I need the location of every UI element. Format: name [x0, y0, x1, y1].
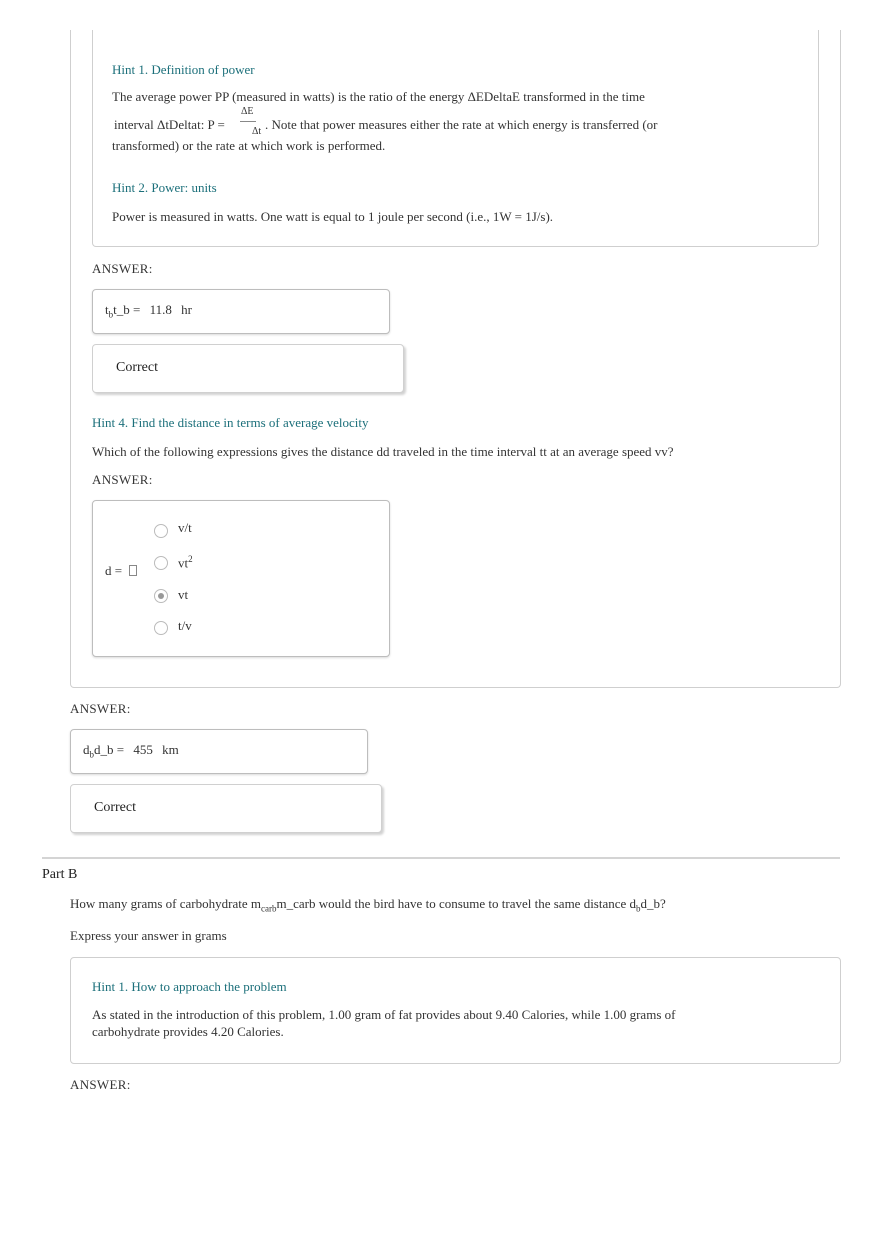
db-suffix: d_b =: [94, 742, 125, 757]
correct-feedback-2: [70, 784, 382, 833]
tb-unit: hr: [181, 302, 192, 317]
inner-hint1-line1: The average power PP (measured in watts) is the ratio of the energy ΔEDeltaE transformed in the time: [112, 89, 645, 104]
hint4-title[interactable]: Hint 4. Find the distance in terms of average velocity: [92, 415, 369, 430]
db-sub: b: [89, 749, 94, 760]
correct-text: Correct: [116, 360, 158, 375]
radio-option-vt[interactable]: [154, 589, 168, 603]
db-value: 455: [133, 742, 153, 757]
db-unit: km: [162, 742, 179, 757]
part-b-question: How many grams of carbohydrate $m_{carb}m\_carb$ would the bird have to consume to travel the same distance $d_bd\_b$?: [70, 896, 666, 914]
radio-option-vt-squared[interactable]: [154, 556, 168, 570]
option-label-vt-squared: $vt^2$: [178, 554, 193, 571]
option-label-v-over-t: v/t: [178, 520, 192, 535]
inner-hint1-line3: transformed) or the rate at which work is performed.: [112, 138, 386, 153]
tb-suffix: t_b =: [113, 302, 141, 317]
inner-hint1-line2b: . Note that power measures either the rate at which energy is transferred (or: [265, 117, 658, 132]
db-var: d: [83, 742, 90, 757]
part-b-instruction: Express your answer in grams: [70, 928, 227, 943]
db-expression: [83, 742, 179, 760]
placeholder-box-icon: [129, 565, 137, 576]
answer-label: ANSWER:: [70, 701, 131, 716]
answer-label: ANSWER:: [70, 1077, 131, 1092]
d-label: d =: [105, 563, 137, 579]
answer-label: ANSWER:: [92, 472, 153, 487]
db-answer-box: [70, 729, 368, 774]
tb-answer-box: [92, 289, 390, 334]
answer-label: ANSWER:: [92, 261, 153, 276]
correct-text: Correct: [94, 800, 136, 815]
part-divider: [42, 857, 840, 859]
inner-hint1-title[interactable]: Hint 1. Definition of power: [112, 62, 255, 77]
inner-hint2-title[interactable]: Hint 2. Power: units: [112, 180, 217, 195]
option-label-t-over-v: t/v: [178, 618, 192, 633]
hint4-question: Which of the following expressions gives the distance dd traveled in the time interval tt at an average speed vv?: [92, 444, 674, 459]
fraction-denominator: Δt: [252, 126, 262, 137]
correct-feedback-1: [92, 344, 404, 393]
tb-sub: b: [108, 309, 114, 320]
part-b-title: Part B: [42, 867, 78, 882]
part-b-hint1-line1: As stated in the introduction of this problem, 1.00 gram of fat provides about 9.40 Calories, while 1.00 grams of: [92, 1007, 676, 1022]
radio-option-t-over-v[interactable]: [154, 621, 168, 635]
radio-option-v-over-t[interactable]: [154, 524, 168, 538]
tb-expression: [105, 302, 192, 320]
inner-hint1-line2a: interval ΔtDeltat: P =: [114, 117, 225, 132]
option-label-vt: vt: [178, 587, 189, 602]
tb-value: 11.8: [149, 302, 172, 317]
part-b-hint1-line2: carbohydrate provides 4.20 Calories.: [92, 1024, 284, 1039]
fraction-numerator: ΔE: [241, 106, 254, 117]
fraction-bar: [240, 121, 256, 122]
tb-var: t: [105, 302, 109, 317]
inner-hint2-text: Power is measured in watts. One watt is equal to 1 joule per second (i.e., 1W = 1J/s).: [112, 209, 554, 224]
part-b-hint1-title[interactable]: Hint 1. How to approach the problem: [92, 979, 287, 994]
